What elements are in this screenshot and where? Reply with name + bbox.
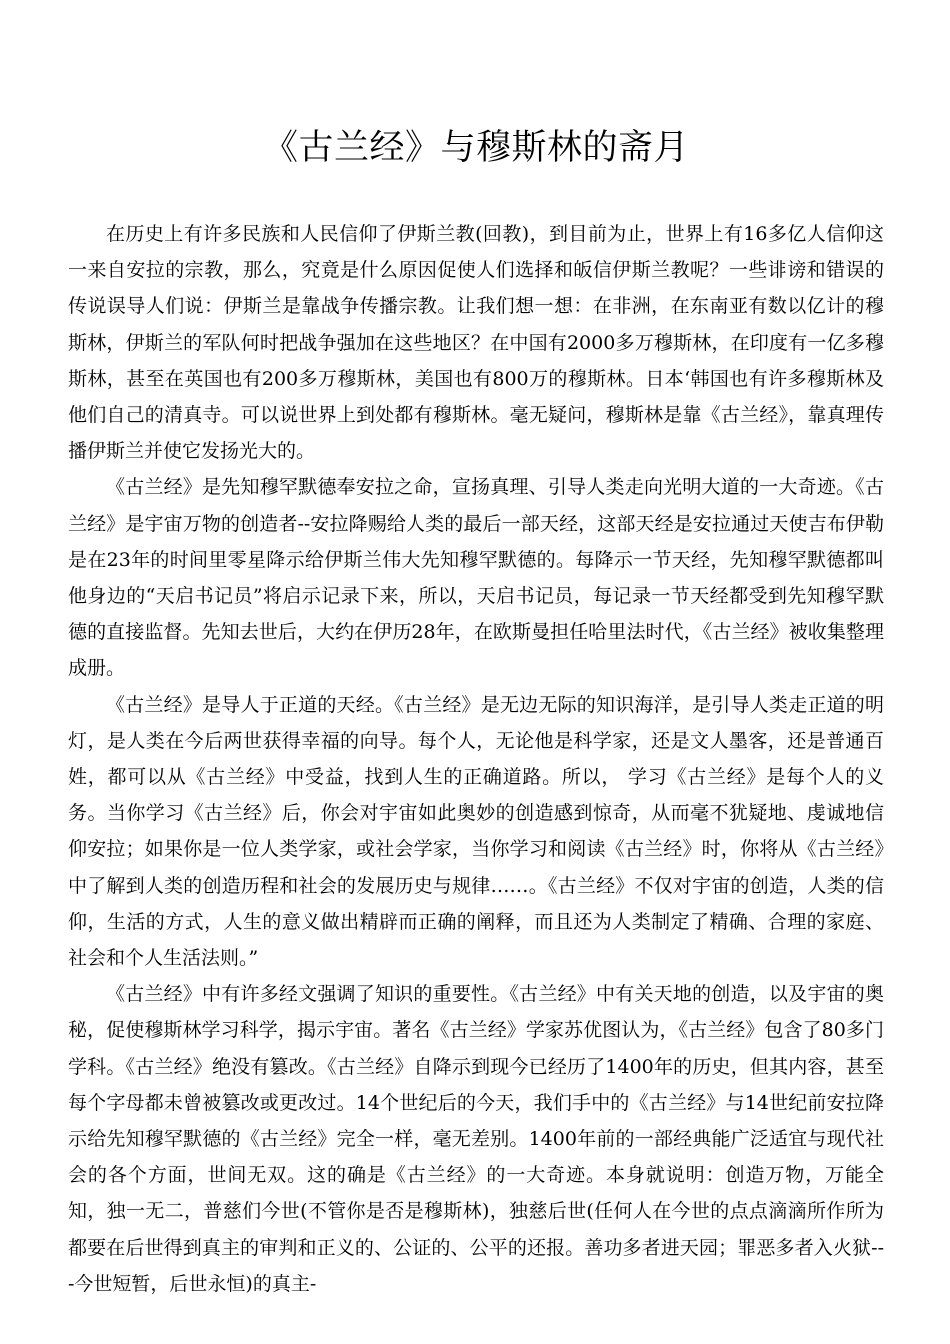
paragraph-4: 《古兰经》中有许多经文强调了知识的重要性。《古兰经》中有关天地的创造，以及宇宙的奥秘，促使穆斯林学习科学，揭示宇宙。著名《古兰经》学家苏优图认为，《古兰经》包含了80多门学科。《古兰经》绝没有篡改。《古兰经》自降示到现今已经历了1400年的历史，但其内容，甚至每个字母都未曾被篡改或更改过。14个世纪后的今天，我们手中的《古兰经》与14世纪前安拉降示给先知穆罕默德的《古兰经》完全一样，毫无差别。1400年前的一部经典能广泛适宜与现代社会的各个方面，世间无双。这的确是《古兰经》的一大奇迹。本身就说明：创造万物，万能全知，独一无二，普慈们今世(不管你是否是穆斯林)，独慈后世(任何人在今世的点点滴滴所作所为都要在后世得到真主的审判和正义的、公证的、公平的还报。善功多者进天园；罪恶多者入火狱---今世短暂，后世永恒)的真主-	[68, 983, 884, 1295]
paragraph-3: 《古兰经》是导人于正道的天经。《古兰经》是无边无际的知识海洋，是引导人类走正道的明灯，是人类在今后两世获得幸福的向导。每个人，无论他是科学家，还是文人墨客，还是普通百姓，都可以从《古兰经》中受益，找到人生的正确道路。所以， 学习《古兰经》是每个人的义务。当你学习《古兰经》后，你会对宇宙如此奥妙的创造感到惊奇，从而毫不犹疑地、虔诚地信仰安拉；如果你是一位人类学家，或社会学家，当你学习和阅读《古兰经》时，你将从《古兰经》中了解到人类的创造历程和社会的发展历史与规律……。《古兰经》不仅对宇宙的创造，人类的信仰，生活的方式，人生的意义做出精辟而正确的阐释，而且还为人类制定了精确、合理的家庭、社会和个人生活法则。”	[68, 693, 884, 970]
document-title: 《古兰经》与穆斯林的斋月	[262, 128, 689, 168]
document-page	[68, 118, 884, 1302]
paragraph-2: 《古兰经》是先知穆罕默德奉安拉之命，宣扬真理、引导人类走向光明大道的一大奇迹。《古兰经》是宇宙万物的创造者--安拉降赐给人类的最后一部天经，这部天经是安拉通过天使吉布伊勒是在23年的时间里零星降示给伊斯兰伟大先知穆罕默德的。每降示一节天经，先知穆罕默德都叫他身边的“天启书记员”将启示记录下来，所以，天启书记员，每记录一节天经都受到先知穆罕默德的直接监督。先知去世后，大约在伊历28年，在欧斯曼担任哈里法时代，《古兰经》被收集整理成册。	[68, 476, 884, 680]
paragraph-1: 在历史上有许多民族和人民信仰了伊斯兰教(回教)，到目前为止，世界上有16多亿人信仰这一来自安拉的宗教，那么，究竟是什么原因促使人们选择和皈信伊斯兰教呢？一些诽谤和错误的传说误导人们说：伊斯兰是靠战争传播宗教。让我们想一想：在非洲，在东南亚有数以亿计的穆斯林，伊斯兰的军队何时把战争强加在这些地区？在中国有2000多万穆斯林，在印度有一亿多穆斯林，甚至在英国也有200多万穆斯林，美国也有800万的穆斯林。日本‘韩国也有许多穆斯林及他们自己的清真寺。可以说世界上到处都有穆斯林。毫无疑问，穆斯林是靠《古兰经》，靠真理传播伊斯兰并使它发扬光大的。	[68, 223, 884, 463]
